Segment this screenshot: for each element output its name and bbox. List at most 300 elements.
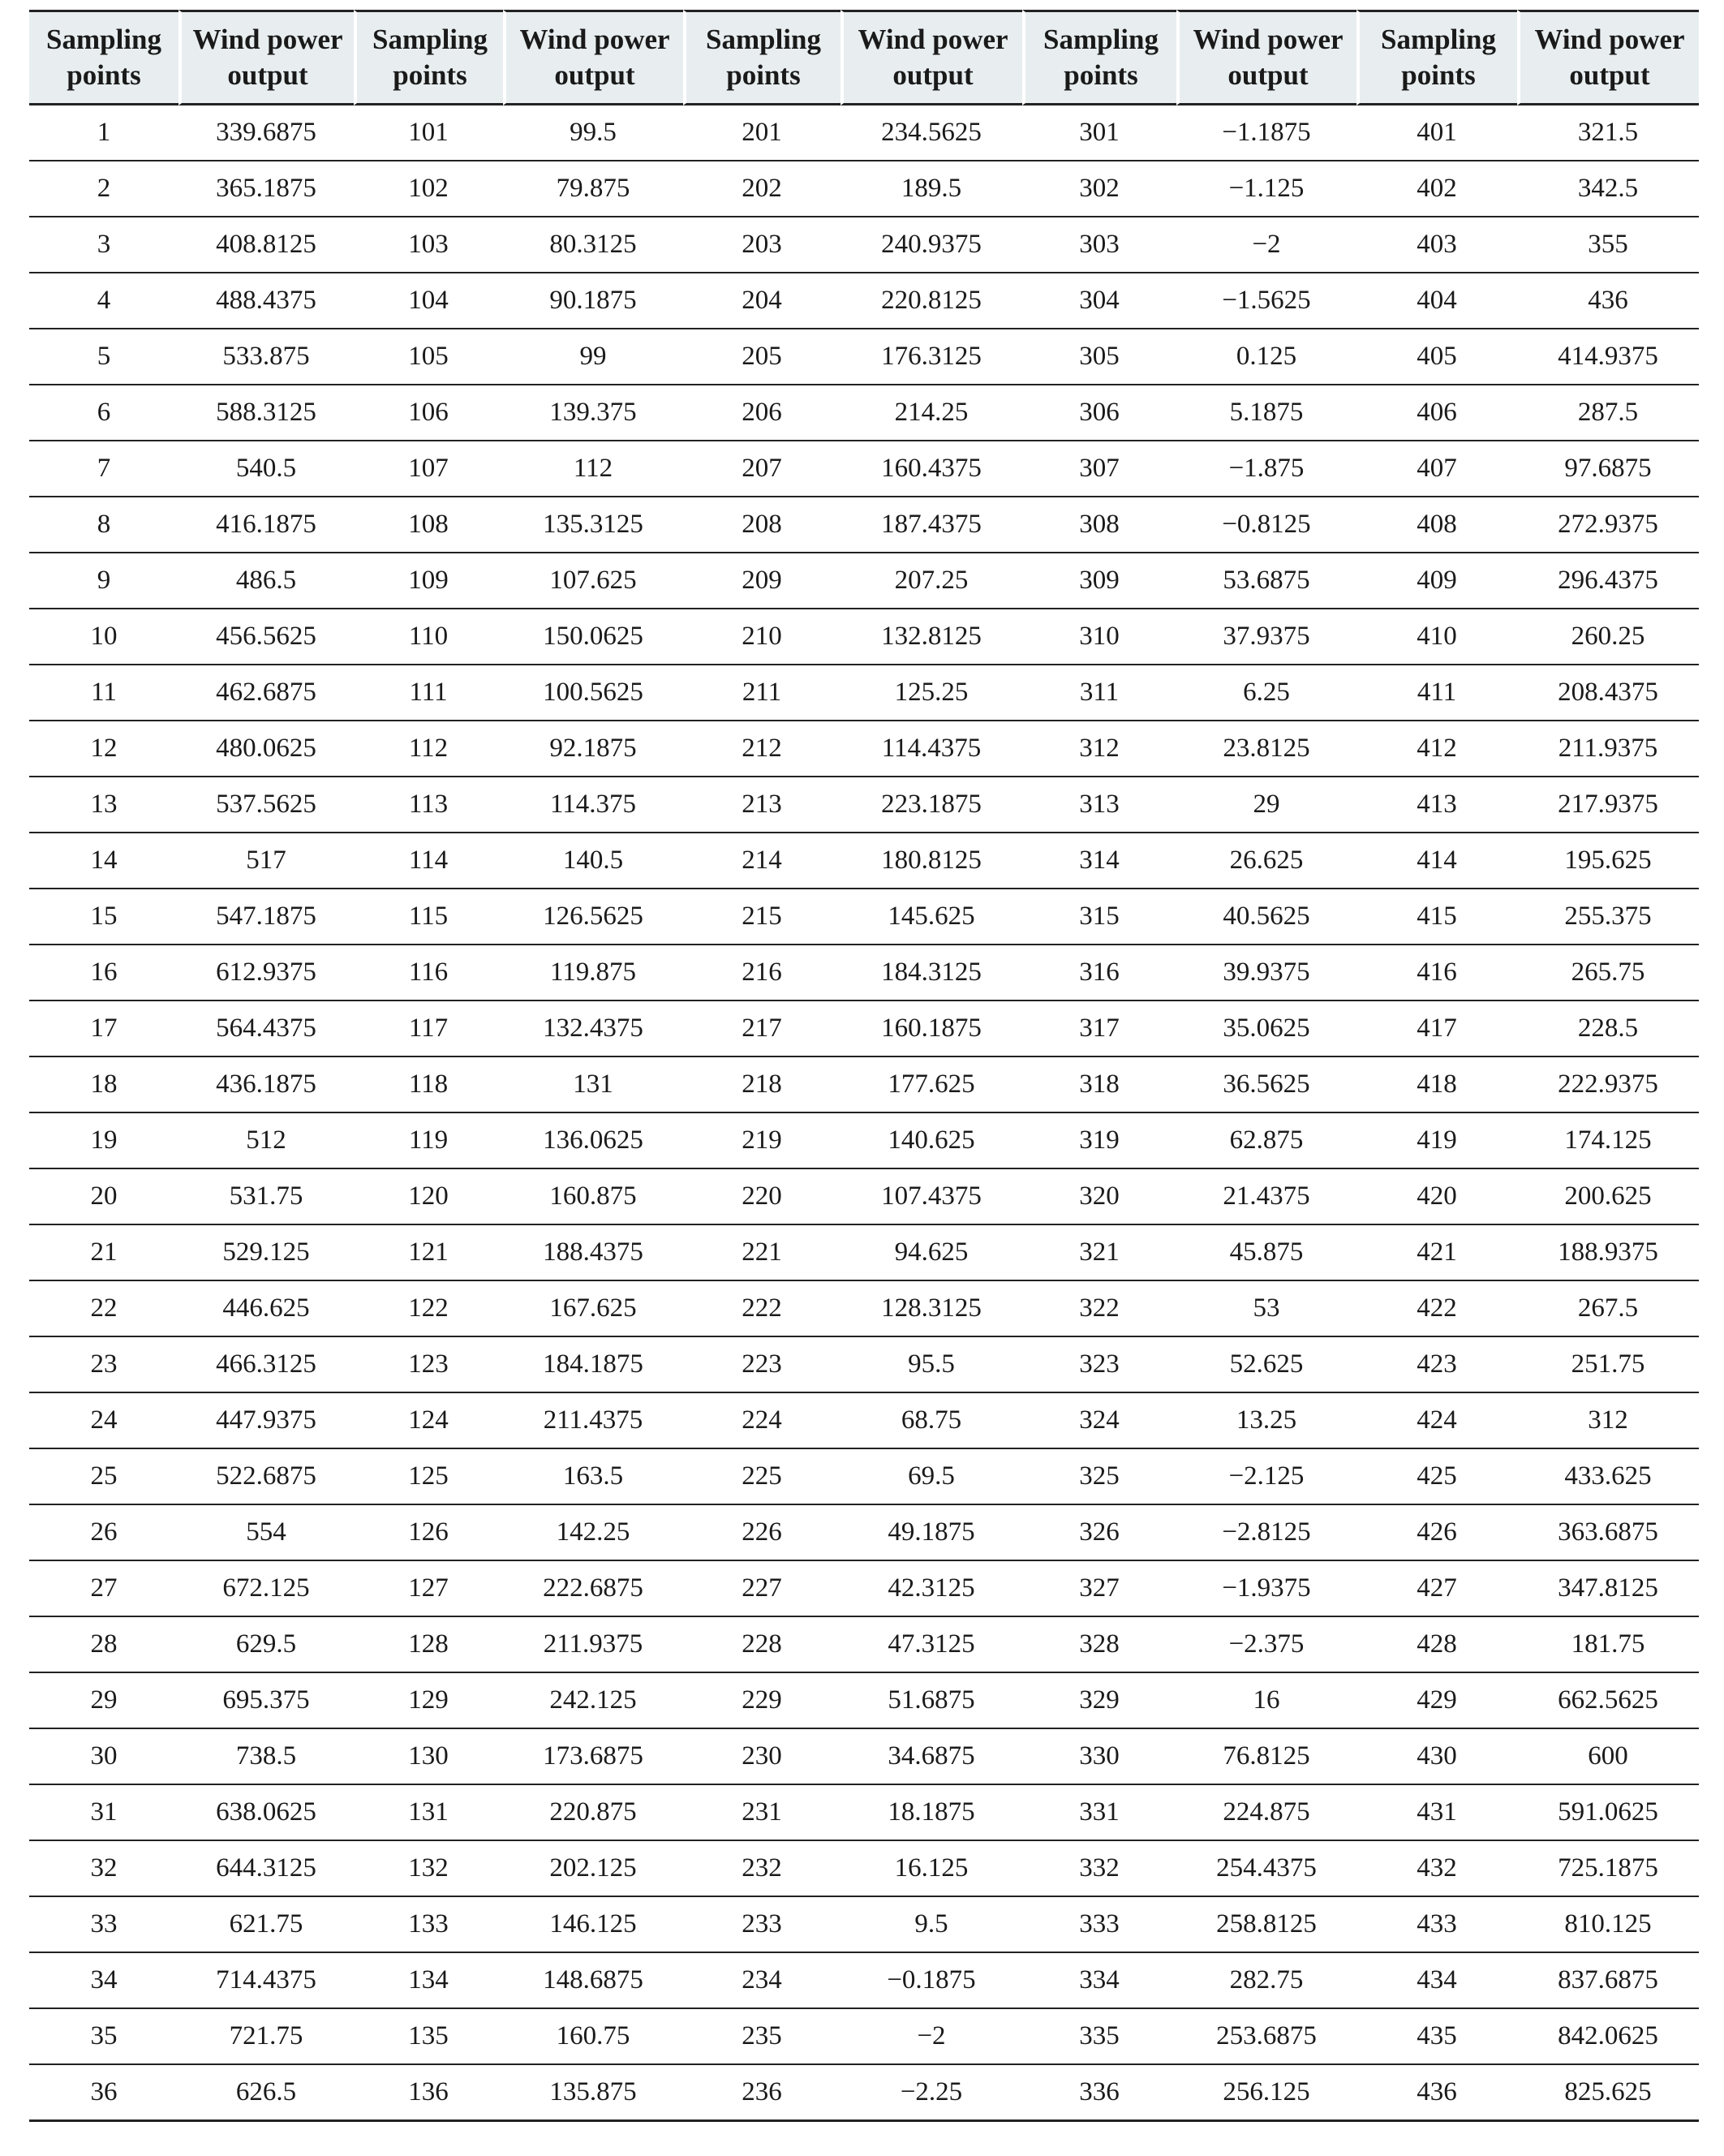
sampling-point-cell: 427 (1356, 1561, 1517, 1617)
wind-power-value-cell: 132.8125 (841, 609, 1022, 665)
wind-power-value-cell: 436 (1517, 273, 1699, 329)
wind-power-value-cell: 588.3125 (178, 385, 354, 441)
wind-power-value-cell: 136.0625 (503, 1113, 683, 1169)
header-text-line: points (726, 59, 801, 91)
sampling-point-cell: 411 (1356, 665, 1517, 721)
wind-power-value-cell: 672.125 (178, 1561, 354, 1617)
wind-power-value-cell: 36.5625 (1176, 1057, 1356, 1113)
sampling-point-cell: 8 (29, 497, 178, 553)
wind-power-value-cell: 135.3125 (503, 497, 683, 553)
sampling-point-cell: 36 (29, 2065, 178, 2122)
wind-power-value-cell: 6.25 (1176, 665, 1356, 721)
sampling-point-cell: 107 (354, 441, 503, 497)
sampling-point-cell: 232 (683, 1841, 841, 1897)
wind-power-value-cell: 240.9375 (841, 217, 1022, 273)
sampling-point-cell: 125 (354, 1449, 503, 1505)
sampling-point-cell: 417 (1356, 1001, 1517, 1057)
wind-power-value-cell: 242.125 (503, 1673, 683, 1729)
header-text-line: points (1401, 59, 1476, 91)
sampling-point-cell: 120 (354, 1169, 503, 1225)
sampling-point-cell: 115 (354, 889, 503, 945)
table-row (29, 1505, 1699, 1561)
wind-power-value-cell: 47.3125 (841, 1617, 1022, 1673)
wind-power-value-cell: 211.9375 (1517, 721, 1699, 777)
table-row (29, 1169, 1699, 1225)
sampling-point-cell: 222 (683, 1281, 841, 1337)
wind-power-value-cell: 564.4375 (178, 1001, 354, 1057)
wind-power-value-cell: 112 (503, 441, 683, 497)
wind-power-value-cell: 529.125 (178, 1225, 354, 1281)
sampling-point-cell: 201 (683, 105, 841, 161)
header-text-line: Sampling (46, 24, 161, 55)
sampling-point-cell: 12 (29, 721, 178, 777)
sampling-point-cell: 130 (354, 1729, 503, 1785)
wind-power-value-cell: 554 (178, 1505, 354, 1561)
sampling-point-cell: 29 (29, 1673, 178, 1729)
sampling-point-cell: 108 (354, 497, 503, 553)
wind-power-value-cell: 39.9375 (1176, 945, 1356, 1001)
sampling-point-cell: 234 (683, 1953, 841, 2009)
wind-power-value-cell: 258.8125 (1176, 1897, 1356, 1953)
wind-power-value-cell: 462.6875 (178, 665, 354, 721)
sampling-point-cell: 326 (1022, 1505, 1176, 1561)
sampling-point-cell: 15 (29, 889, 178, 945)
sampling-point-cell: 224 (683, 1393, 841, 1449)
wind-power-value-cell: 150.0625 (503, 609, 683, 665)
header-text-line: Wind power (192, 24, 343, 55)
sampling-point-cell: 420 (1356, 1169, 1517, 1225)
wind-power-value-cell: 160.875 (503, 1169, 683, 1225)
wind-power-value-cell: 621.75 (178, 1897, 354, 1953)
wind-power-value-cell: 224.875 (1176, 1785, 1356, 1841)
wind-power-value-cell: 18.1875 (841, 1785, 1022, 1841)
wind-power-value-cell: 0.125 (1176, 329, 1356, 385)
wind-power-value-cell: 195.625 (1517, 833, 1699, 889)
header-row (29, 10, 1699, 105)
wind-power-value-cell: −0.1875 (841, 1953, 1022, 2009)
wind-power-value-cell: 446.625 (178, 1281, 354, 1337)
table-row (29, 1953, 1699, 2009)
sampling-point-cell: 208 (683, 497, 841, 553)
sampling-point-cell: 419 (1356, 1113, 1517, 1169)
sampling-point-cell: 34 (29, 1953, 178, 2009)
sampling-point-cell: 3 (29, 217, 178, 273)
sampling-point-cell: 332 (1022, 1841, 1176, 1897)
wind-power-value-cell: 26.625 (1176, 833, 1356, 889)
sampling-point-cell: 102 (354, 161, 503, 217)
wind-power-value-cell: 125.25 (841, 665, 1022, 721)
table-row (29, 777, 1699, 833)
wind-power-value-cell: 146.125 (503, 1897, 683, 1953)
sampling-point-cell: 329 (1022, 1673, 1176, 1729)
sampling-point-cell: 412 (1356, 721, 1517, 777)
sampling-point-cell: 7 (29, 441, 178, 497)
sampling-point-cell: 228 (683, 1617, 841, 1673)
sampling-point-cell: 21 (29, 1225, 178, 1281)
wind-power-value-cell: 220.875 (503, 1785, 683, 1841)
table-row (29, 1393, 1699, 1449)
wind-power-value-cell: 69.5 (841, 1449, 1022, 1505)
sampling-point-cell: 131 (354, 1785, 503, 1841)
table-row (29, 105, 1699, 161)
sampling-point-cell: 126 (354, 1505, 503, 1561)
wind-power-value-cell: 531.75 (178, 1169, 354, 1225)
wind-power-value-cell: 132.4375 (503, 1001, 683, 1057)
sampling-point-cell: 111 (354, 665, 503, 721)
sampling-point-cell: 207 (683, 441, 841, 497)
header-text-line: Sampling (1381, 24, 1496, 55)
wind-power-value-cell: 62.875 (1176, 1113, 1356, 1169)
wind-power-value-cell: 282.75 (1176, 1953, 1356, 2009)
table-row (29, 553, 1699, 609)
wind-power-value-cell: 321.5 (1517, 105, 1699, 161)
table-row (29, 1281, 1699, 1337)
sampling-points-header (354, 10, 503, 105)
sampling-point-cell: 416 (1356, 945, 1517, 1001)
sampling-point-cell: 312 (1022, 721, 1176, 777)
sampling-point-cell: 211 (683, 665, 841, 721)
wind-power-value-cell: 433.625 (1517, 1449, 1699, 1505)
sampling-point-cell: 220 (683, 1169, 841, 1225)
wind-power-value-cell: −2.375 (1176, 1617, 1356, 1673)
sampling-points-header (29, 10, 178, 105)
table-row (29, 1001, 1699, 1057)
wind-power-value-cell: −2 (1176, 217, 1356, 273)
sampling-point-cell: 436 (1356, 2065, 1517, 2122)
wind-power-value-cell: 208.4375 (1517, 665, 1699, 721)
wind-power-value-cell: 260.25 (1517, 609, 1699, 665)
wind-power-value-cell: 612.9375 (178, 945, 354, 1001)
sampling-point-cell: 204 (683, 273, 841, 329)
sampling-point-cell: 303 (1022, 217, 1176, 273)
sampling-point-cell: 135 (354, 2009, 503, 2065)
table-row (29, 497, 1699, 553)
sampling-point-cell: 302 (1022, 161, 1176, 217)
header-text-line: points (67, 59, 141, 91)
sampling-point-cell: 310 (1022, 609, 1176, 665)
wind-power-value-cell: 591.0625 (1517, 1785, 1699, 1841)
wind-power-value-cell: 21.4375 (1176, 1169, 1356, 1225)
sampling-point-cell: 114 (354, 833, 503, 889)
wind-power-value-cell: 355 (1517, 217, 1699, 273)
wind-power-value-cell: 160.75 (503, 2009, 683, 2065)
wind-power-value-cell: 94.625 (841, 1225, 1022, 1281)
sampling-point-cell: 123 (354, 1337, 503, 1393)
sampling-point-cell: 31 (29, 1785, 178, 1841)
sampling-point-cell: 33 (29, 1897, 178, 1953)
sampling-point-cell: 219 (683, 1113, 841, 1169)
sampling-point-cell: 26 (29, 1505, 178, 1561)
wind-power-value-cell: 547.1875 (178, 889, 354, 945)
wind-power-value-cell: 16 (1176, 1673, 1356, 1729)
wind-power-value-cell: 253.6875 (1176, 2009, 1356, 2065)
wind-power-value-cell: 40.5625 (1176, 889, 1356, 945)
sampling-point-cell: 315 (1022, 889, 1176, 945)
wind-power-value-cell: 537.5625 (178, 777, 354, 833)
sampling-point-cell: 2 (29, 161, 178, 217)
table-row (29, 385, 1699, 441)
sampling-point-cell: 403 (1356, 217, 1517, 273)
sampling-point-cell: 128 (354, 1617, 503, 1673)
wind-power-value-cell: −2.25 (841, 2065, 1022, 2122)
sampling-point-cell: 408 (1356, 497, 1517, 553)
wind-power-value-cell: 51.6875 (841, 1673, 1022, 1729)
sampling-point-cell: 308 (1022, 497, 1176, 553)
wind-power-output-header (841, 10, 1022, 105)
sampling-point-cell: 5 (29, 329, 178, 385)
sampling-point-cell: 321 (1022, 1225, 1176, 1281)
wind-power-value-cell: 842.0625 (1517, 2009, 1699, 2065)
sampling-point-cell: 18 (29, 1057, 178, 1113)
table-header (29, 10, 1699, 105)
sampling-point-cell: 422 (1356, 1281, 1517, 1337)
sampling-points-header (683, 10, 841, 105)
sampling-point-cell: 328 (1022, 1617, 1176, 1673)
sampling-points-header (1022, 10, 1176, 105)
wind-power-value-cell: 187.4375 (841, 497, 1022, 553)
sampling-point-cell: 122 (354, 1281, 503, 1337)
header-text-line: Wind power (1534, 24, 1685, 55)
table-row (29, 1057, 1699, 1113)
wind-power-value-cell: 287.5 (1517, 385, 1699, 441)
table-row (29, 1673, 1699, 1729)
sampling-point-cell: 106 (354, 385, 503, 441)
wind-power-value-cell: 222.9375 (1517, 1057, 1699, 1113)
wind-power-value-cell: 114.4375 (841, 721, 1022, 777)
sampling-point-cell: 11 (29, 665, 178, 721)
wind-power-value-cell: 52.625 (1176, 1337, 1356, 1393)
wind-power-value-cell: 825.625 (1517, 2065, 1699, 2122)
wind-power-value-cell: 114.375 (503, 777, 683, 833)
wind-power-value-cell: 217.9375 (1517, 777, 1699, 833)
table-row (29, 665, 1699, 721)
header-text-line: output (227, 59, 308, 91)
wind-power-value-cell: 160.4375 (841, 441, 1022, 497)
wind-power-table (29, 10, 1699, 2122)
sampling-point-cell: 119 (354, 1113, 503, 1169)
wind-power-value-cell: 140.625 (841, 1113, 1022, 1169)
wind-power-value-cell: 188.4375 (503, 1225, 683, 1281)
sampling-point-cell: 209 (683, 553, 841, 609)
wind-power-value-cell: 810.125 (1517, 1897, 1699, 1953)
wind-power-value-cell: 214.25 (841, 385, 1022, 441)
sampling-point-cell: 4 (29, 273, 178, 329)
table-row (29, 2065, 1699, 2122)
header-text-line: Wind power (858, 24, 1008, 55)
sampling-point-cell: 118 (354, 1057, 503, 1113)
sampling-point-cell: 322 (1022, 1281, 1176, 1337)
wind-power-value-cell: 254.4375 (1176, 1841, 1356, 1897)
sampling-point-cell: 313 (1022, 777, 1176, 833)
sampling-point-cell: 103 (354, 217, 503, 273)
wind-power-value-cell: 339.6875 (178, 105, 354, 161)
sampling-point-cell: 327 (1022, 1561, 1176, 1617)
wind-power-value-cell: 37.9375 (1176, 609, 1356, 665)
sampling-point-cell: 136 (354, 2065, 503, 2122)
table-row (29, 217, 1699, 273)
wind-power-value-cell: 466.3125 (178, 1337, 354, 1393)
sampling-point-cell: 210 (683, 609, 841, 665)
sampling-point-cell: 418 (1356, 1057, 1517, 1113)
table-row (29, 1337, 1699, 1393)
wind-power-value-cell: 188.9375 (1517, 1225, 1699, 1281)
wind-power-value-cell: 638.0625 (178, 1785, 354, 1841)
wind-power-value-cell: 540.5 (178, 441, 354, 497)
table-row (29, 161, 1699, 217)
table-row (29, 441, 1699, 497)
sampling-point-cell: 333 (1022, 1897, 1176, 1953)
sampling-point-cell: 425 (1356, 1449, 1517, 1505)
sampling-point-cell: 35 (29, 2009, 178, 2065)
wind-power-value-cell: 173.6875 (503, 1729, 683, 1785)
sampling-point-cell: 105 (354, 329, 503, 385)
wind-power-value-cell: 99.5 (503, 105, 683, 161)
sampling-point-cell: 433 (1356, 1897, 1517, 1953)
wind-power-value-cell: 145.625 (841, 889, 1022, 945)
wind-power-value-cell: 23.8125 (1176, 721, 1356, 777)
wind-power-value-cell: 184.1875 (503, 1337, 683, 1393)
sampling-point-cell: 17 (29, 1001, 178, 1057)
wind-power-value-cell: 160.1875 (841, 1001, 1022, 1057)
data-table-container (29, 10, 1699, 2122)
sampling-point-cell: 30 (29, 1729, 178, 1785)
table-row (29, 1729, 1699, 1785)
wind-power-value-cell: 436.1875 (178, 1057, 354, 1113)
wind-power-value-cell: 35.0625 (1176, 1001, 1356, 1057)
sampling-point-cell: 325 (1022, 1449, 1176, 1505)
wind-power-value-cell: 29 (1176, 777, 1356, 833)
wind-power-value-cell: 131 (503, 1057, 683, 1113)
sampling-point-cell: 134 (354, 1953, 503, 2009)
wind-power-value-cell: 342.5 (1517, 161, 1699, 217)
wind-power-value-cell: 416.1875 (178, 497, 354, 553)
sampling-point-cell: 318 (1022, 1057, 1176, 1113)
table-row (29, 2009, 1699, 2065)
sampling-point-cell: 215 (683, 889, 841, 945)
sampling-point-cell: 223 (683, 1337, 841, 1393)
wind-power-value-cell: 837.6875 (1517, 1953, 1699, 2009)
sampling-point-cell: 405 (1356, 329, 1517, 385)
sampling-point-cell: 13 (29, 777, 178, 833)
wind-power-value-cell: 533.875 (178, 329, 354, 385)
sampling-point-cell: 110 (354, 609, 503, 665)
wind-power-output-header (1176, 10, 1356, 105)
wind-power-value-cell: −0.8125 (1176, 497, 1356, 553)
wind-power-value-cell: 629.5 (178, 1617, 354, 1673)
sampling-point-cell: 104 (354, 273, 503, 329)
wind-power-value-cell: 234.5625 (841, 105, 1022, 161)
sampling-point-cell: 225 (683, 1449, 841, 1505)
sampling-point-cell: 9 (29, 553, 178, 609)
sampling-point-cell: 406 (1356, 385, 1517, 441)
table-row (29, 609, 1699, 665)
wind-power-value-cell: 189.5 (841, 161, 1022, 217)
sampling-point-cell: 24 (29, 1393, 178, 1449)
sampling-point-cell: 236 (683, 2065, 841, 2122)
sampling-point-cell: 112 (354, 721, 503, 777)
sampling-point-cell: 132 (354, 1841, 503, 1897)
sampling-point-cell: 401 (1356, 105, 1517, 161)
sampling-point-cell: 221 (683, 1225, 841, 1281)
sampling-point-cell: 116 (354, 945, 503, 1001)
wind-power-value-cell: −1.875 (1176, 441, 1356, 497)
wind-power-value-cell: 49.1875 (841, 1505, 1022, 1561)
sampling-point-cell: 323 (1022, 1337, 1176, 1393)
sampling-point-cell: 202 (683, 161, 841, 217)
table-row (29, 1617, 1699, 1673)
wind-power-value-cell: 181.75 (1517, 1617, 1699, 1673)
sampling-point-cell: 113 (354, 777, 503, 833)
sampling-point-cell: 407 (1356, 441, 1517, 497)
sampling-point-cell: 214 (683, 833, 841, 889)
header-text-line: output (892, 59, 974, 91)
sampling-point-cell: 402 (1356, 161, 1517, 217)
sampling-point-cell: 404 (1356, 273, 1517, 329)
wind-power-value-cell: −1.9375 (1176, 1561, 1356, 1617)
wind-power-value-cell: 255.375 (1517, 889, 1699, 945)
sampling-point-cell: 431 (1356, 1785, 1517, 1841)
wind-power-value-cell: 272.9375 (1517, 497, 1699, 553)
sampling-point-cell: 320 (1022, 1169, 1176, 1225)
sampling-point-cell: 203 (683, 217, 841, 273)
sampling-point-cell: 432 (1356, 1841, 1517, 1897)
wind-power-value-cell: 76.8125 (1176, 1729, 1356, 1785)
sampling-point-cell: 316 (1022, 945, 1176, 1001)
wind-power-value-cell: 128.3125 (841, 1281, 1022, 1337)
wind-power-value-cell: 53.6875 (1176, 553, 1356, 609)
table-row (29, 273, 1699, 329)
sampling-point-cell: 410 (1356, 609, 1517, 665)
sampling-point-cell: 14 (29, 833, 178, 889)
sampling-point-cell: 426 (1356, 1505, 1517, 1561)
wind-power-value-cell: 177.625 (841, 1057, 1022, 1113)
sampling-point-cell: 217 (683, 1001, 841, 1057)
sampling-point-cell: 28 (29, 1617, 178, 1673)
wind-power-value-cell: 517 (178, 833, 354, 889)
wind-power-value-cell: 99 (503, 329, 683, 385)
wind-power-value-cell: 600 (1517, 1729, 1699, 1785)
wind-power-value-cell: 79.875 (503, 161, 683, 217)
wind-power-value-cell: 223.1875 (841, 777, 1022, 833)
wind-power-value-cell: 211.4375 (503, 1393, 683, 1449)
sampling-point-cell: 334 (1022, 1953, 1176, 2009)
wind-power-value-cell: 16.125 (841, 1841, 1022, 1897)
sampling-point-cell: 121 (354, 1225, 503, 1281)
wind-power-value-cell: 480.0625 (178, 721, 354, 777)
wind-power-value-cell: −1.125 (1176, 161, 1356, 217)
wind-power-value-cell: 126.5625 (503, 889, 683, 945)
wind-power-value-cell: 42.3125 (841, 1561, 1022, 1617)
wind-power-value-cell: 184.3125 (841, 945, 1022, 1001)
wind-power-value-cell: 447.9375 (178, 1393, 354, 1449)
sampling-point-cell: 229 (683, 1673, 841, 1729)
wind-power-value-cell: 174.125 (1517, 1113, 1699, 1169)
wind-power-value-cell: 135.875 (503, 2065, 683, 2122)
wind-power-value-cell: −2 (841, 2009, 1022, 2065)
sampling-point-cell: 1 (29, 105, 178, 161)
sampling-point-cell: 23 (29, 1337, 178, 1393)
wind-power-value-cell: 148.6875 (503, 1953, 683, 2009)
wind-power-value-cell: 265.75 (1517, 945, 1699, 1001)
sampling-point-cell: 306 (1022, 385, 1176, 441)
table-row (29, 889, 1699, 945)
sampling-point-cell: 336 (1022, 2065, 1176, 2122)
sampling-point-cell: 304 (1022, 273, 1176, 329)
header-text-line: points (393, 59, 467, 91)
wind-power-value-cell: 363.6875 (1517, 1505, 1699, 1561)
sampling-point-cell: 233 (683, 1897, 841, 1953)
sampling-point-cell: 430 (1356, 1729, 1517, 1785)
